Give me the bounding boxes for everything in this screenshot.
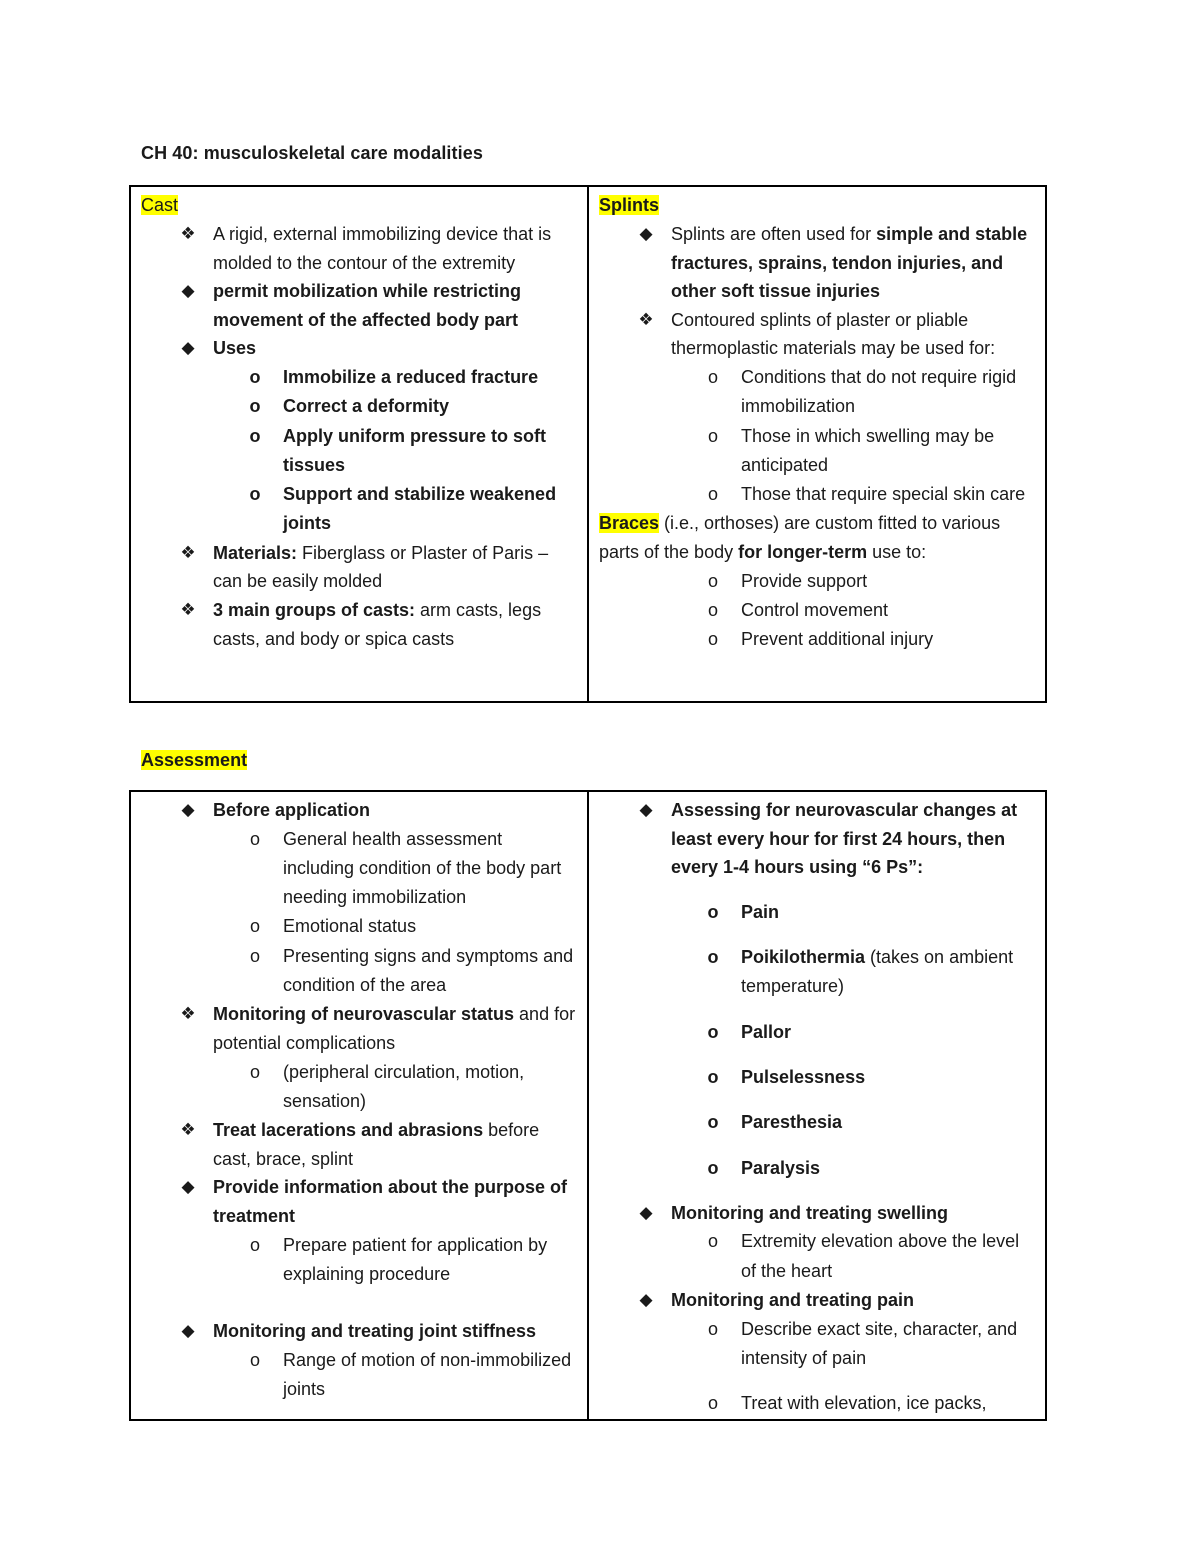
list-item: o Extremity elevation above the level of the heart [599,1227,1035,1286]
list-item: o Conditions that do not require rigid immobilization [599,363,1035,422]
diamond-bullet-icon: ◆ [639,224,653,243]
list-item: ◆ Before application o General health assessment including condition of the body part needing immobilization o Emotional status o Presenting signs and symptoms and condition of the area [141,796,577,1000]
list-item: o Range of motion of non-immobilized joints [141,1346,577,1405]
list-item: ◆ Monitoring and treating swelling o Extremity elevation above the level of the heart [599,1199,1035,1286]
splints-cell [588,186,1046,702]
circle-bullet-icon: o [707,599,718,620]
braces-list [671,567,1035,655]
splints-heading: Splints [599,195,660,215]
circle-bullet-icon: o [249,916,260,937]
list-item: ◆ permit mobilization while restricting movement of the affected body part [141,277,577,334]
circle-bullet-icon: o [249,425,261,446]
uses-list [213,363,577,539]
splints-list [599,220,1035,509]
list-item: o General health assessment including condition of the body part needing immobilization [141,825,577,913]
list-item: ❖ A rigid, external immobilizing device that is molded to the contour of the extremity [141,220,577,277]
pain-list [671,1315,1035,1419]
diamond-bullet-icon: ◆ [639,1202,653,1222]
list-item: o Those in which swelling may be anticipated [599,422,1035,481]
list-item: o Control movement [599,596,1035,625]
list-item: o Apply uniform pressure to soft tissues [141,422,577,481]
diamond-star-bullet-icon: ❖ [180,224,196,243]
monitor-list [213,1058,577,1117]
swelling-list [671,1227,1035,1286]
circle-bullet-icon: o [707,1066,719,1087]
list-item: ◆ Uses o Immobilize a reduced fracture o Correct a deformity o Apply uniform pressure to soft tissues o Support and stabilize weakened joints [141,334,577,538]
circle-bullet-icon: o [707,425,718,446]
list-item: ❖ Monitoring of neurovascular status and for potential complications o (peripheral circulation, motion, sensation) [141,1000,577,1116]
list-item: ◆ Splints are often used for simple and stable fractures, sprains, tendon injuries, and other soft tissue injuries [599,220,1035,306]
assessment-table [129,790,1047,1421]
diamond-star-bullet-icon: ❖ [180,599,196,619]
cast-heading: Cast [141,195,179,215]
diamond-bullet-icon: ◆ [181,800,195,819]
assessment-heading-wrap [141,750,247,771]
diamond-bullet-icon: ◆ [639,1290,653,1310]
list-item: o Prepare patient for application by explaining procedure [141,1231,577,1290]
diamond-star-bullet-icon: ❖ [638,309,654,329]
diamond-bullet-icon: ◆ [639,800,653,819]
list-item: o Support and stabilize weakened joints [141,480,577,539]
list-item: o Describe exact site, character, and intensity of pain [599,1315,1035,1374]
list-item: ❖ Materials: Fiberglass or Plaster of Paris – can be easily molded [141,539,577,596]
list-item: ❖ Contoured splints of plaster or pliable thermoplastic materials may be used for: o Conditions that do not require rigid immobilization o Those in which swelling may be anticipated o Those that require special skin care [599,306,1035,510]
stiffness-list [213,1346,577,1405]
list-item: ◆ Monitoring and treating pain o Describe exact site, character, and intensity of pain o Treat with elevation, ice packs, [599,1286,1035,1418]
list-item: o Paralysis [599,1154,1035,1183]
circle-bullet-icon: o [249,1349,260,1370]
circle-bullet-icon: o [707,1393,718,1414]
assessment-left-cell [130,791,588,1420]
circle-bullet-icon: o [707,1112,719,1133]
before-list [213,825,577,1001]
braces-paragraph: Braces (i.e., orthoses) are custom fitted to various parts of the body for longer-term use to: [599,513,1001,563]
circle-bullet-icon: o [249,396,261,417]
provide-list [213,1231,577,1290]
list-item: ◆ Assessing for neurovascular changes at least every hour for first 24 hours, then every 1-4 hours using “6 Ps”: o Pain o Poikilothermia (takes on ambient temperature) o Pallor o Pulselessness o Paresthesia o Paralysis [599,796,1035,1183]
list-item: o Pallor [599,1018,1035,1047]
circle-bullet-icon: o [707,1318,718,1339]
list-item: o Pulselessness [599,1063,1035,1092]
list-item: o Poikilothermia (takes on ambient temperature) [599,943,1035,1002]
circle-bullet-icon: o [707,901,719,922]
list-item: o Prevent additional injury [599,625,1035,654]
diamond-star-bullet-icon: ❖ [180,542,196,562]
list-item: ◆ Provide information about the purpose of treatment o Prepare patient for application by explaining procedure [141,1173,577,1289]
assessment-right-list [599,796,1035,1419]
circle-bullet-icon: o [249,828,260,849]
diamond-bullet-icon: ◆ [181,338,195,358]
page-title: CH 40: musculoskeletal care modalities [141,143,483,163]
diamond-star-bullet-icon: ❖ [180,1004,196,1024]
list-item: o Presenting signs and symptoms and condition of the area [141,942,577,1001]
list-item: o Provide support [599,567,1035,596]
circle-bullet-icon: o [707,1157,719,1178]
circle-bullet-icon: o [249,1234,260,1255]
list-item: o Emotional status [141,912,577,941]
braces-label: Braces [599,513,660,534]
circle-bullet-icon: o [707,1021,719,1042]
circle-bullet-icon: o [249,366,261,387]
list-item: ◆ Monitoring and treating joint stiffness o Range of motion of non-immobilized joints [141,1317,577,1404]
list-item: o Paresthesia [599,1108,1035,1137]
circle-bullet-icon: o [707,570,718,591]
circle-bullet-icon: o [707,629,718,650]
diamond-bullet-icon: ◆ [181,1177,195,1197]
list-item: ❖ 3 main groups of casts: arm casts, legs casts, and body or spica casts [141,596,577,653]
circle-bullet-icon: o [249,945,260,966]
list-item: ❖ Treat lacerations and abrasions before cast, brace, splint [141,1116,577,1173]
diamond-bullet-icon: ◆ [181,1321,195,1341]
diamond-star-bullet-icon: ❖ [180,1120,196,1140]
modalities-table [129,185,1047,703]
list-item: o Correct a deformity [141,392,577,421]
circle-bullet-icon: o [249,1061,260,1082]
six-ps-list [671,898,1035,1183]
list-item: o Pain [599,898,1035,927]
list-item: o Treat with elevation, ice packs, [599,1389,1035,1418]
assessment-heading: Assessment [141,750,248,770]
splint-uses-list [671,363,1035,509]
circle-bullet-icon: o [707,484,718,505]
diamond-bullet-icon: ◆ [181,281,195,301]
circle-bullet-icon: o [707,1231,718,1252]
circle-bullet-icon: o [707,947,719,968]
assessment-left-list [141,796,577,1289]
cast-cell [130,186,588,702]
circle-bullet-icon: o [707,366,718,387]
list-item: o Immobilize a reduced fracture [141,363,577,392]
cast-list [141,220,577,653]
circle-bullet-icon: o [249,484,261,505]
list-item: o (peripheral circulation, motion, sensation) [141,1058,577,1117]
list-item: o Those that require special skin care [599,480,1035,509]
assessment-right-cell [588,791,1046,1420]
